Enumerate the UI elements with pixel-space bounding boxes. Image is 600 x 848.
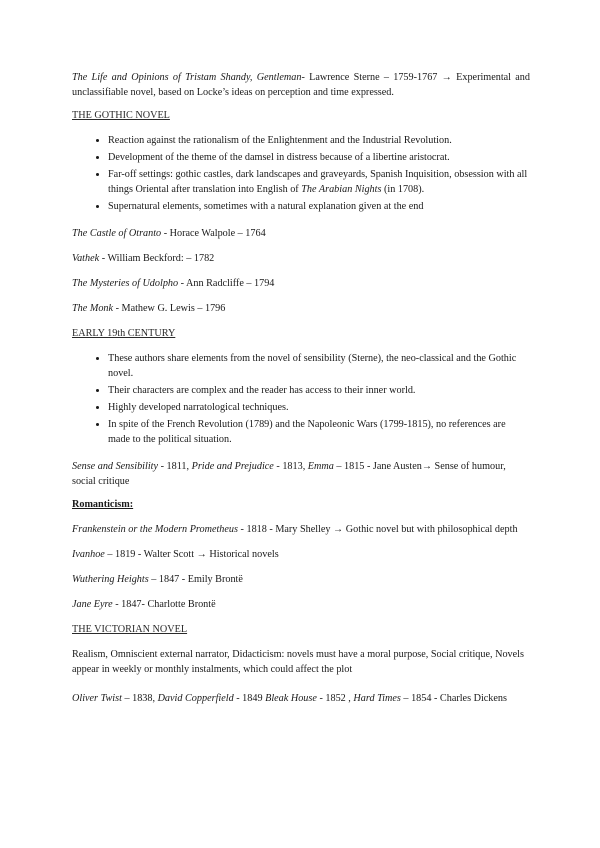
work-line	[72, 276, 530, 291]
work-details: – 1815 - Jane Austen→ Sense of humour, social critique	[72, 461, 506, 487]
work-title: Bleak House	[265, 693, 317, 704]
work-details: – 1838,	[121, 693, 158, 704]
list-item: • These authors share elements from the novel of sensibility (Sterne), the neo-classical and the Gothic novel.	[108, 351, 530, 381]
list-item-text: Far-off settings: gothic castles, dark landscapes and graveyards, Spanish Inquisition, obsession with all things Oriental after translation into English of	[108, 169, 528, 195]
early19-bullet-list	[72, 351, 530, 447]
intro-paragraph	[72, 70, 530, 100]
list-item: • Development of the theme of the damsel in distress because of a libertine aristocrat.	[108, 150, 530, 165]
dickens-line	[72, 691, 530, 706]
work-title: The Arabian Nights	[301, 184, 382, 195]
work-line	[72, 597, 530, 612]
work-line	[72, 522, 530, 537]
work-details: - 1818 - Mary Shelley → Gothic novel but with philosophical depth	[237, 524, 518, 535]
work-details: - 1852 ,	[316, 693, 354, 704]
list-item-text: (in 1708).	[381, 184, 425, 195]
work-title: Vathek	[72, 253, 100, 264]
work-details: - Horace Walpole – 1764	[161, 228, 266, 239]
work-details: – 1847 - Emily Brontë	[148, 574, 243, 585]
work-title: Emma	[307, 461, 334, 472]
list-item: • In spite of the French Revolution (1789) and the Napoleonic Wars (1799-1815), no references are made to the political situation.	[108, 417, 530, 447]
work-title: Frankenstein or the Modern Prometheus	[72, 524, 238, 535]
work-title: Sense and Sensibility	[72, 461, 159, 472]
list-item: • Reaction against the rationalism of the Enlightenment and the Industrial Revolution.	[108, 133, 530, 148]
work-title: The Monk	[72, 303, 114, 314]
work-title: The Mysteries of Udolpho	[72, 278, 179, 289]
work-line	[72, 301, 530, 316]
work-title: Ivanhoe	[72, 549, 105, 560]
work-details: - William Beckford: – 1782	[99, 253, 215, 264]
work-details: - 1813,	[273, 461, 308, 472]
austen-line	[72, 459, 530, 489]
work-details: - Lawrence Sterne – 1759-1767 → Experimental and unclassifiable novel, based on Locke’s ideas on perception and time expressed.	[72, 72, 530, 98]
work-title: Wuthering Heights	[72, 574, 149, 585]
work-details: – 1819 - Walter Scott → Historical novels	[104, 549, 279, 560]
list-item: • Their characters are complex and the reader has access to their inner world.	[108, 383, 530, 398]
section-heading-gothic: THE GOTHIC NOVEL	[72, 110, 170, 121]
victorian-description: Realism, Omniscient external narrator, Didacticism: novels must have a moral purpose, Social critique, Novels appear in weekly or monthly instalments, which could affect the plot	[72, 649, 524, 675]
work-details: - Mathew G. Lewis – 1796	[113, 303, 226, 314]
work-details: - 1849	[233, 693, 266, 704]
work-details: - 1811,	[158, 461, 192, 472]
work-details: - 1847- Charlotte Brontë	[112, 599, 216, 610]
work-title: Jane Eyre	[72, 599, 113, 610]
work-title: Oliver Twist	[72, 693, 122, 704]
document-page	[72, 70, 530, 714]
work-title: David Copperfield	[157, 693, 234, 704]
work-line	[72, 572, 530, 587]
work-details: – 1854 - Charles Dickens	[400, 693, 507, 704]
work-title: Hard Times	[353, 693, 401, 704]
section-heading-early-19th: EARLY 19th CENTURY	[72, 328, 176, 339]
work-title: The Life and Opinions of Tristam Shandy, Gentleman	[72, 72, 302, 83]
work-details: - Ann Radcliffe – 1794	[178, 278, 275, 289]
section-heading-romanticism: Romanticism:	[72, 499, 134, 510]
work-line	[72, 226, 530, 241]
list-item	[108, 167, 530, 197]
work-line	[72, 251, 530, 266]
list-item: • Highly developed narratological techniques.	[108, 400, 530, 415]
section-heading-victorian: THE VICTORIAN NOVEL	[72, 624, 188, 635]
work-title: Pride and Prejudice	[191, 461, 274, 472]
list-item: • Supernatural elements, sometimes with a natural explanation given at the end	[108, 199, 530, 214]
work-title: The Castle of Otranto	[72, 228, 162, 239]
work-line	[72, 547, 530, 562]
gothic-bullet-list	[72, 133, 530, 214]
